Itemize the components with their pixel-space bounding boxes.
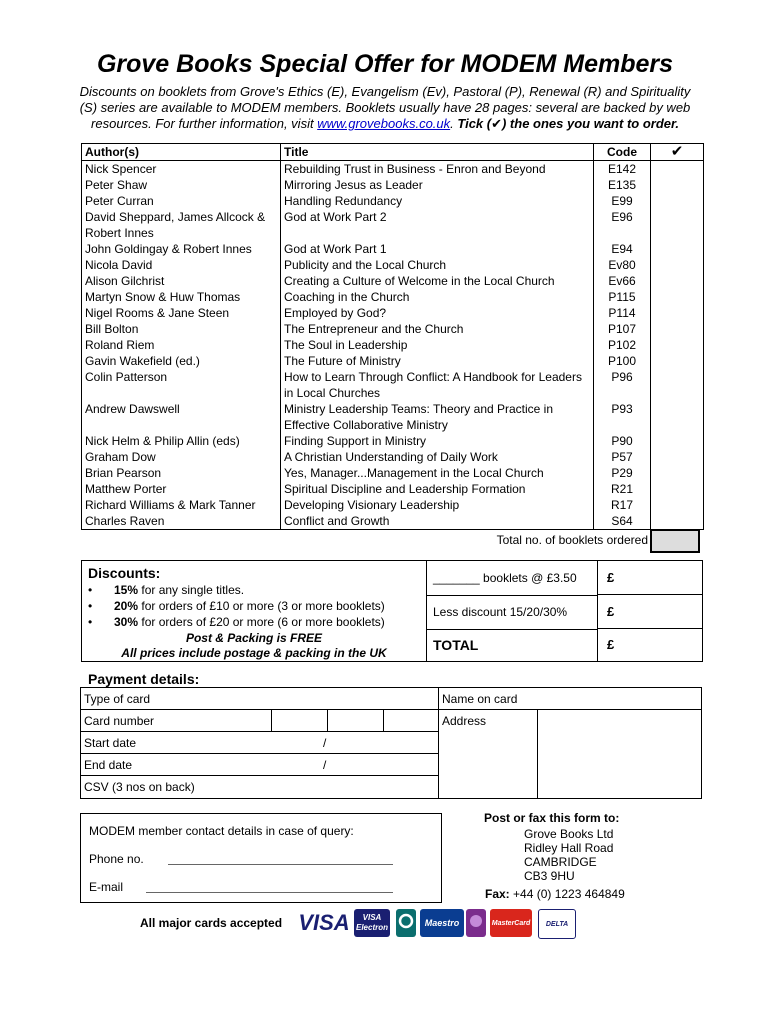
author-cell: Andrew Dawswell bbox=[82, 401, 281, 433]
visa-electron-logo-icon bbox=[354, 909, 390, 937]
table-row bbox=[82, 321, 704, 337]
table-row bbox=[82, 305, 704, 321]
title-cell: God at Work Part 2 bbox=[281, 209, 594, 241]
end-date-label: End date bbox=[84, 758, 133, 772]
code-cell: Ev66 bbox=[594, 273, 651, 289]
total-booklets-field[interactable] bbox=[650, 529, 700, 553]
bullet-icon: • bbox=[88, 583, 93, 597]
booklets-at-label: _______ booklets @ £3.50 bbox=[433, 571, 577, 585]
code-cell: P114 bbox=[594, 305, 651, 321]
booklets-at-row bbox=[427, 561, 597, 596]
author-cell: Brian Pearson bbox=[82, 465, 281, 481]
title-cell: A Christian Understanding of Daily Work bbox=[281, 449, 594, 465]
title-cell: Mirroring Jesus as Leader bbox=[281, 177, 594, 193]
intro-text bbox=[42, 84, 728, 132]
start-date-label: Start date bbox=[84, 736, 137, 750]
code-cell: P102 bbox=[594, 337, 651, 353]
table-row bbox=[82, 289, 704, 305]
total-booklets-label: Total no. of booklets ordered bbox=[496, 533, 648, 547]
less-discount-row bbox=[427, 595, 597, 630]
author-cell: Alison Gilchrist bbox=[82, 273, 281, 289]
tick-checkbox[interactable] bbox=[651, 177, 704, 193]
tick-checkbox[interactable] bbox=[651, 513, 704, 530]
table-row bbox=[82, 273, 704, 289]
switch-logo-icon bbox=[396, 909, 416, 937]
code-cell: P90 bbox=[594, 433, 651, 449]
code-cell: E135 bbox=[594, 177, 651, 193]
contact-heading: MODEM member contact details in case of query: bbox=[89, 824, 354, 838]
code-header: Code bbox=[594, 144, 651, 161]
author-cell: Richard Williams & Mark Tanner bbox=[82, 497, 281, 513]
page-title: Grove Books Special Offer for MODEM Members bbox=[96, 50, 674, 78]
title-cell: Creating a Culture of Welcome in the Local Church bbox=[281, 273, 594, 289]
title-cell: Coaching in the Church bbox=[281, 289, 594, 305]
author-cell: Gavin Wakefield (ed.) bbox=[82, 353, 281, 369]
code-cell: P29 bbox=[594, 465, 651, 481]
code-cell: R21 bbox=[594, 481, 651, 497]
phone-input[interactable] bbox=[168, 864, 393, 865]
code-cell: P57 bbox=[594, 449, 651, 465]
delta-logo-icon: DELTA bbox=[538, 909, 576, 939]
total-label: TOTAL bbox=[433, 637, 479, 653]
intro-line-3-mid: . bbox=[450, 116, 458, 131]
tick-instruction: Tick (✔) the ones you want to order. bbox=[457, 116, 679, 131]
fax-number bbox=[485, 887, 625, 901]
author-cell: Nick Spencer bbox=[82, 161, 281, 178]
intro-line-3 bbox=[42, 116, 728, 132]
contact-box bbox=[80, 813, 442, 903]
fax-value: +44 (0) 1223 464849 bbox=[509, 887, 625, 901]
maestro-logo-icon: Maestro bbox=[420, 909, 464, 937]
visa-logo-icon: VISA bbox=[298, 910, 350, 935]
title-cell: Rebuilding Trust in Business - Enron and Beyond bbox=[281, 161, 594, 178]
code-cell: E94 bbox=[594, 241, 651, 257]
discount-amount-field[interactable]: £ bbox=[598, 595, 703, 629]
title-cell: Employed by God? bbox=[281, 305, 594, 321]
title-cell: Handling Redundancy bbox=[281, 193, 594, 209]
tick-checkbox[interactable] bbox=[651, 193, 704, 209]
bullet-icon: • bbox=[88, 599, 93, 613]
card-number-field[interactable]: Card number bbox=[81, 710, 438, 732]
table-row bbox=[82, 177, 704, 193]
code-cell: Ev80 bbox=[594, 257, 651, 273]
tick-checkbox[interactable] bbox=[651, 161, 704, 178]
discounts-info bbox=[82, 561, 427, 661]
code-cell: S64 bbox=[594, 513, 651, 530]
table-row bbox=[82, 369, 704, 401]
author-cell: Colin Patterson bbox=[82, 369, 281, 401]
title-cell: The Future of Ministry bbox=[281, 353, 594, 369]
name-on-card-field[interactable]: Name on card bbox=[439, 688, 701, 710]
code-cell: P96 bbox=[594, 369, 651, 401]
table-row bbox=[82, 449, 704, 465]
code-cell: R17 bbox=[594, 497, 651, 513]
tick-checkbox[interactable] bbox=[651, 209, 704, 241]
discount-item bbox=[88, 615, 385, 629]
title-cell: The Soul in Leadership bbox=[281, 337, 594, 353]
payment-title: Payment details: bbox=[88, 671, 200, 687]
total-amount-field[interactable]: £ bbox=[607, 637, 615, 652]
start-date-field[interactable] bbox=[81, 732, 438, 754]
discount-item bbox=[88, 599, 385, 613]
author-cell: David Sheppard, James Allcock & Robert Innes bbox=[82, 209, 281, 241]
solo-logo-icon bbox=[466, 909, 486, 937]
phone-label: Phone no. bbox=[89, 852, 144, 866]
title-cell: Finding Support in Ministry bbox=[281, 433, 594, 449]
prices-include-postage: All prices include postage & packing in the UK bbox=[121, 646, 387, 660]
address-divider bbox=[537, 710, 538, 798]
title-cell: Developing Visionary Leadership bbox=[281, 497, 594, 513]
fax-label: Fax: bbox=[485, 887, 510, 901]
title-cell: The Entrepreneur and the Church bbox=[281, 321, 594, 337]
code-cell: E142 bbox=[594, 161, 651, 178]
table-row bbox=[82, 433, 704, 449]
tick-checkbox[interactable] bbox=[651, 305, 704, 321]
table-row bbox=[82, 513, 704, 530]
email-label: E-mail bbox=[89, 880, 124, 894]
author-cell: Matthew Porter bbox=[82, 481, 281, 497]
cards-accepted-label: All major cards accepted bbox=[140, 916, 283, 930]
csv-field[interactable]: CSV (3 nos on back) bbox=[84, 780, 195, 794]
table-row bbox=[82, 337, 704, 353]
table-row bbox=[82, 241, 704, 257]
code-cell: P115 bbox=[594, 289, 651, 305]
intro-line-2: (S) series are available to MODEM members. Booklets usually have 28 pages: several are backed by web bbox=[79, 100, 691, 115]
booklet-table bbox=[81, 143, 704, 530]
discount-text: for any single titles. bbox=[138, 583, 245, 597]
end-date-field[interactable] bbox=[81, 754, 438, 776]
tick-checkbox[interactable] bbox=[651, 353, 704, 369]
table-row bbox=[82, 257, 704, 273]
tick-checkbox[interactable] bbox=[651, 273, 704, 289]
card-number-divider bbox=[383, 710, 384, 732]
table-row bbox=[82, 353, 704, 369]
visa-electron-top: VISA bbox=[362, 913, 382, 922]
table-row bbox=[82, 209, 704, 241]
discounts-box bbox=[81, 560, 703, 662]
tick-checkbox[interactable] bbox=[651, 257, 704, 273]
tick-checkbox[interactable] bbox=[651, 337, 704, 353]
tick-checkbox[interactable] bbox=[651, 369, 704, 401]
tick-checkbox[interactable] bbox=[651, 481, 704, 497]
tick-checkbox[interactable] bbox=[651, 289, 704, 305]
tick-header-icon: ✔ bbox=[651, 144, 704, 161]
intro-line-1: Discounts on booklets from Grove's Ethics (E), Evangelism (Ev), Pastoral (P), Renewal (R) and Spirituality bbox=[79, 84, 691, 99]
visa-electron-bottom: Electron bbox=[355, 923, 388, 932]
title-cell: God at Work Part 1 bbox=[281, 241, 594, 257]
post-packing-free: Post & Packing is FREE bbox=[185, 631, 323, 645]
tick-checkbox[interactable] bbox=[651, 401, 704, 433]
email-input[interactable] bbox=[146, 892, 393, 893]
date-slash: / bbox=[323, 736, 327, 750]
title-cell: Publicity and the Local Church bbox=[281, 257, 594, 273]
card-number-divider bbox=[271, 710, 272, 732]
discount-item bbox=[88, 583, 244, 597]
author-cell: Peter Shaw bbox=[82, 177, 281, 193]
order-calc-labels bbox=[427, 561, 597, 661]
discount-text: for orders of £20 or more (6 or more booklets) bbox=[138, 615, 385, 629]
mastercard-logo-icon: MasterCard bbox=[490, 909, 532, 937]
postfax-title: Post or fax this form to: bbox=[484, 811, 620, 825]
order-calc-values bbox=[597, 561, 703, 661]
title-header: Title bbox=[281, 144, 594, 161]
discount-percent: 15% bbox=[114, 583, 139, 597]
card-number-divider bbox=[327, 710, 328, 732]
discount-percent: 20% bbox=[114, 599, 139, 613]
grove-website-link[interactable]: www.grovebooks.co.uk bbox=[317, 116, 451, 131]
type-of-card-field[interactable]: Type of card bbox=[81, 688, 438, 710]
tick-checkbox[interactable] bbox=[651, 449, 704, 465]
address-field[interactable]: Address bbox=[442, 714, 487, 728]
table-row bbox=[82, 161, 704, 178]
author-cell: Martyn Snow & Huw Thomas bbox=[82, 289, 281, 305]
bullet-icon: • bbox=[88, 615, 93, 629]
title-cell: Conflict and Growth bbox=[281, 513, 594, 530]
title-cell: Yes, Manager...Management in the Local Church bbox=[281, 465, 594, 481]
author-cell: Peter Curran bbox=[82, 193, 281, 209]
discount-text: for orders of £10 or more (3 or more booklets) bbox=[138, 599, 385, 613]
author-header: Author(s) bbox=[82, 144, 281, 161]
payment-box bbox=[80, 687, 702, 799]
code-cell: E96 bbox=[594, 209, 651, 241]
discounts-title: Discounts: bbox=[88, 565, 161, 581]
tick-checkbox[interactable] bbox=[651, 465, 704, 481]
tick-checkbox[interactable] bbox=[651, 497, 704, 513]
discount-percent: 30% bbox=[114, 615, 139, 629]
author-cell: Graham Dow bbox=[82, 449, 281, 465]
tick-checkbox[interactable] bbox=[651, 433, 704, 449]
author-cell: John Goldingay & Robert Innes bbox=[82, 241, 281, 257]
intro-line-3-prefix: resources. For further information, visit bbox=[91, 116, 318, 131]
author-cell: Charles Raven bbox=[82, 513, 281, 530]
code-cell: E99 bbox=[594, 193, 651, 209]
table-row bbox=[82, 465, 704, 481]
author-cell: Nicola David bbox=[82, 257, 281, 273]
tick-checkbox[interactable] bbox=[651, 241, 704, 257]
title-cell: How to Learn Through Conflict: A Handbook for Leaders in Local Churches bbox=[281, 369, 594, 401]
table-row bbox=[82, 401, 704, 433]
date-slash: / bbox=[323, 758, 327, 772]
table-row bbox=[82, 193, 704, 209]
less-discount-label: Less discount 15/20/30% bbox=[433, 605, 568, 619]
title-cell: Spiritual Discipline and Leadership Formation bbox=[281, 481, 594, 497]
tick-checkbox[interactable] bbox=[651, 321, 704, 337]
table-row bbox=[82, 481, 704, 497]
title-cell: Ministry Leadership Teams: Theory and Practice in Effective Collaborative Ministry bbox=[281, 401, 594, 433]
author-cell: Nick Helm & Philip Allin (eds) bbox=[82, 433, 281, 449]
code-cell: P100 bbox=[594, 353, 651, 369]
address-line: Grove Books Ltd bbox=[524, 827, 614, 841]
address-line: CB3 9HU bbox=[524, 869, 575, 883]
booklets-amount-field[interactable]: £ bbox=[598, 561, 703, 595]
code-cell: P93 bbox=[594, 401, 651, 433]
author-cell: Roland Riem bbox=[82, 337, 281, 353]
address-line: Ridley Hall Road bbox=[524, 841, 614, 855]
code-cell: P107 bbox=[594, 321, 651, 337]
table-row bbox=[82, 497, 704, 513]
author-cell: Nigel Rooms & Jane Steen bbox=[82, 305, 281, 321]
author-cell: Bill Bolton bbox=[82, 321, 281, 337]
address-line: CAMBRIDGE bbox=[524, 855, 597, 869]
total-booklets-row bbox=[81, 529, 700, 551]
